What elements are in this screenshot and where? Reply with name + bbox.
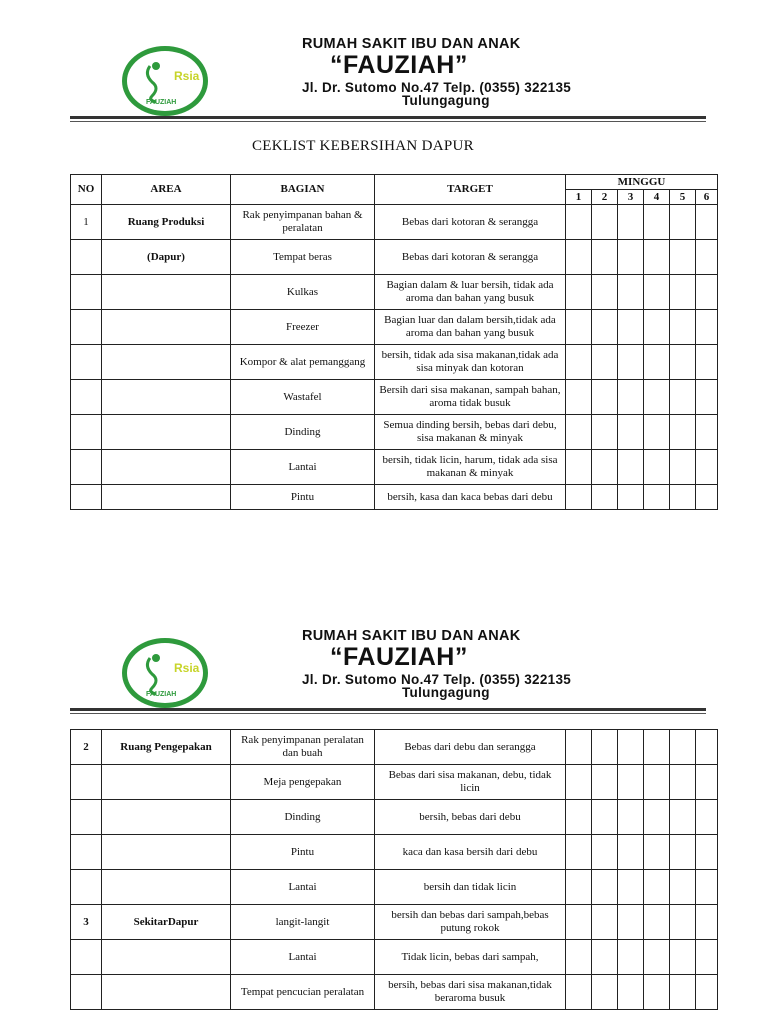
week-check-cell[interactable] <box>644 940 670 975</box>
week-check-cell[interactable] <box>644 205 670 240</box>
cell-target: bersih, tidak ada sisa makanan,tidak ada sisa minyak dan kotoran <box>375 345 566 380</box>
cell-no <box>71 450 102 485</box>
cell-no <box>71 940 102 975</box>
table-row <box>71 870 718 905</box>
cell-bagian: Tempat beras <box>231 240 375 275</box>
week-check-cell[interactable] <box>670 450 696 485</box>
week-check-cell[interactable] <box>592 205 618 240</box>
cell-target: Bersih dari sisa makanan, sampah bahan, aroma tidak busuk <box>375 380 566 415</box>
cell-area <box>102 275 231 310</box>
cell-bagian: Meja pengepakan <box>231 765 375 800</box>
week-check-cell[interactable] <box>618 345 644 380</box>
table-row <box>71 240 718 275</box>
document-title: CEKLIST KEBERSIHAN DAPUR <box>252 138 474 154</box>
week-check-cell[interactable] <box>592 485 618 510</box>
week-check-cell[interactable] <box>644 240 670 275</box>
week-check-cell[interactable] <box>618 205 644 240</box>
cell-target: Semua dinding bersih, bebas dari debu, sisa makanan & minyak <box>375 415 566 450</box>
week-check-cell[interactable] <box>618 975 644 1010</box>
divider <box>70 713 706 714</box>
cell-target: Bebas dari debu dan serangga <box>375 730 566 765</box>
week-check-cell[interactable] <box>592 975 618 1010</box>
cell-area <box>102 765 231 800</box>
header-bagian: BAGIAN <box>231 175 375 205</box>
week-check-cell[interactable] <box>670 870 696 905</box>
week-check-cell[interactable] <box>644 345 670 380</box>
week-check-cell[interactable] <box>592 765 618 800</box>
week-check-cell[interactable] <box>696 730 718 765</box>
table-row <box>71 730 718 765</box>
week-check-cell[interactable] <box>566 800 592 835</box>
cell-no <box>71 275 102 310</box>
header-target: TARGET <box>375 175 566 205</box>
cell-no <box>71 485 102 510</box>
cell-area <box>102 975 231 1010</box>
week-check-cell[interactable] <box>696 905 718 940</box>
week-check-cell[interactable] <box>670 380 696 415</box>
week-check-cell[interactable] <box>618 835 644 870</box>
table-row <box>71 835 718 870</box>
table-row <box>71 380 718 415</box>
cell-target: Tidak licin, bebas dari sampah, <box>375 940 566 975</box>
cell-bagian: Rak penyimpanan peralatan dan buah <box>231 730 375 765</box>
week-check-cell[interactable] <box>618 380 644 415</box>
cell-no <box>71 415 102 450</box>
week-check-cell[interactable] <box>696 800 718 835</box>
cell-bagian: langit-langit <box>231 905 375 940</box>
table-2-body <box>71 730 718 1010</box>
week-check-cell[interactable] <box>696 240 718 275</box>
week-check-cell[interactable] <box>618 940 644 975</box>
week-check-cell[interactable] <box>592 800 618 835</box>
week-check-cell[interactable] <box>644 800 670 835</box>
cell-target: bersih, bebas dari sisa makanan,tidak beraroma busuk <box>375 975 566 1010</box>
cell-target: bersih dan bebas dari sampah,bebas putung rokok <box>375 905 566 940</box>
week-check-cell[interactable] <box>644 485 670 510</box>
week-check-cell[interactable] <box>592 345 618 380</box>
hospital-city: Tulungagung <box>402 93 490 108</box>
week-check-cell[interactable] <box>566 310 592 345</box>
week-check-cell[interactable] <box>670 240 696 275</box>
week-check-cell[interactable] <box>592 835 618 870</box>
week-check-cell[interactable] <box>696 940 718 975</box>
hospital-address: Jl. Dr. Sutomo No.47 Telp. (0355) 322135 <box>302 80 572 95</box>
week-check-cell[interactable] <box>618 765 644 800</box>
cell-target: kaca dan kasa bersih dari debu <box>375 835 566 870</box>
week-check-cell[interactable] <box>592 275 618 310</box>
week-check-cell[interactable] <box>618 450 644 485</box>
cell-area: SekitarDapur <box>102 905 231 940</box>
week-check-cell[interactable] <box>696 205 718 240</box>
cell-area <box>102 800 231 835</box>
week-check-cell[interactable] <box>566 345 592 380</box>
week-check-cell[interactable] <box>696 450 718 485</box>
cell-target: Bebas dari sisa makanan, debu, tidak licin <box>375 765 566 800</box>
hospital-city: Tulungagung <box>402 685 490 700</box>
cell-no <box>71 240 102 275</box>
cell-area <box>102 345 231 380</box>
table-row <box>71 310 718 345</box>
cell-bagian: Pintu <box>231 835 375 870</box>
week-check-cell[interactable] <box>696 275 718 310</box>
hospital-brand: “FAUZIAH” <box>330 51 468 79</box>
cell-area <box>102 310 231 345</box>
week-check-cell[interactable] <box>592 415 618 450</box>
cell-bagian: Lantai <box>231 870 375 905</box>
cell-bagian: Kulkas <box>231 275 375 310</box>
week-check-cell[interactable] <box>618 240 644 275</box>
cell-target: bersih, kasa dan kaca bebas dari debu <box>375 485 566 510</box>
cell-area <box>102 835 231 870</box>
week-check-cell[interactable] <box>696 870 718 905</box>
week-check-cell[interactable] <box>670 275 696 310</box>
week-check-cell[interactable] <box>566 870 592 905</box>
cell-bagian: Wastafel <box>231 380 375 415</box>
week-check-cell[interactable] <box>644 870 670 905</box>
week-check-cell[interactable] <box>670 310 696 345</box>
table-row <box>71 905 718 940</box>
week-check-cell[interactable] <box>566 730 592 765</box>
hospital-brand: “FAUZIAH” <box>330 643 468 671</box>
week-check-cell[interactable] <box>670 765 696 800</box>
letterhead <box>70 628 706 716</box>
table-row <box>71 975 718 1010</box>
header-no: NO <box>71 175 102 205</box>
week-check-cell[interactable] <box>592 380 618 415</box>
week-check-cell[interactable] <box>670 485 696 510</box>
week-check-cell[interactable] <box>566 975 592 1010</box>
week-check-cell[interactable] <box>670 415 696 450</box>
week-check-cell[interactable] <box>696 415 718 450</box>
table-row <box>71 205 718 240</box>
week-check-cell[interactable] <box>566 485 592 510</box>
week-check-cell[interactable] <box>618 485 644 510</box>
cell-target: Bebas dari kotoran & serangga <box>375 205 566 240</box>
cell-area: Ruang Pengepakan <box>102 730 231 765</box>
svg-text:FAUZIAH: FAUZIAH <box>146 99 177 106</box>
table-row <box>71 800 718 835</box>
week-check-cell[interactable] <box>696 765 718 800</box>
week-check-cell[interactable] <box>644 415 670 450</box>
week-check-cell[interactable] <box>618 905 644 940</box>
cell-bagian: Freezer <box>231 310 375 345</box>
cell-area <box>102 415 231 450</box>
cell-bagian: Dinding <box>231 415 375 450</box>
week-check-cell[interactable] <box>592 940 618 975</box>
week-check-cell[interactable] <box>644 905 670 940</box>
week-check-cell[interactable] <box>644 765 670 800</box>
week-check-cell[interactable] <box>670 730 696 765</box>
week-check-cell[interactable] <box>618 730 644 765</box>
week-check-cell[interactable] <box>670 205 696 240</box>
week-check-cell[interactable] <box>566 940 592 975</box>
week-check-cell[interactable] <box>670 835 696 870</box>
week-check-cell[interactable] <box>644 380 670 415</box>
table-row <box>71 940 718 975</box>
week-check-cell[interactable] <box>644 730 670 765</box>
cell-target: bersih dan tidak licin <box>375 870 566 905</box>
week-check-cell[interactable] <box>670 345 696 380</box>
week-check-cell[interactable] <box>644 275 670 310</box>
table-1-body <box>71 205 718 510</box>
cell-area <box>102 870 231 905</box>
cell-no: 3 <box>71 905 102 940</box>
cell-no <box>71 765 102 800</box>
cell-target: bersih, tidak licin, harum, tidak ada sisa makanan & minyak <box>375 450 566 485</box>
week-check-cell[interactable] <box>618 310 644 345</box>
week-check-cell[interactable] <box>644 835 670 870</box>
week-check-cell[interactable] <box>566 415 592 450</box>
cell-bagian: Lantai <box>231 450 375 485</box>
week-check-cell[interactable] <box>670 940 696 975</box>
cell-area <box>102 380 231 415</box>
week-check-cell[interactable] <box>566 380 592 415</box>
cell-no <box>71 380 102 415</box>
cell-bagian: Tempat pencucian peralatan <box>231 975 375 1010</box>
week-check-cell[interactable] <box>566 450 592 485</box>
week-check-cell[interactable] <box>592 450 618 485</box>
cell-bagian: Lantai <box>231 940 375 975</box>
week-check-cell[interactable] <box>592 310 618 345</box>
week-check-cell[interactable] <box>670 800 696 835</box>
header-week: 3 <box>618 190 644 205</box>
week-check-cell[interactable] <box>566 240 592 275</box>
week-check-cell[interactable] <box>696 345 718 380</box>
hospital-address: Jl. Dr. Sutomo No.47 Telp. (0355) 322135 <box>302 672 572 687</box>
week-check-cell[interactable] <box>670 905 696 940</box>
week-check-cell[interactable] <box>566 205 592 240</box>
table-row <box>71 275 718 310</box>
hospital-logo-icon <box>120 636 210 710</box>
week-check-cell[interactable] <box>670 975 696 1010</box>
cell-no: 1 <box>71 205 102 240</box>
table-row <box>71 765 718 800</box>
week-check-cell[interactable] <box>566 765 592 800</box>
week-check-cell[interactable] <box>592 240 618 275</box>
hospital-name: RUMAH SAKIT IBU DAN ANAK <box>302 628 521 644</box>
checklist-table-1 <box>70 174 718 510</box>
week-check-cell[interactable] <box>618 870 644 905</box>
hospital-name: RUMAH SAKIT IBU DAN ANAK <box>302 36 521 52</box>
cell-area: (Dapur) <box>102 240 231 275</box>
cell-target: Bagian dalam & luar bersih, tidak ada aroma dan bahan yang busuk <box>375 275 566 310</box>
divider <box>70 116 706 119</box>
cell-no <box>71 975 102 1010</box>
week-check-cell[interactable] <box>566 835 592 870</box>
table-row <box>71 415 718 450</box>
divider <box>70 121 706 122</box>
cell-no <box>71 870 102 905</box>
cell-no <box>71 345 102 380</box>
hospital-logo-icon <box>120 44 210 118</box>
checklist-table-2 <box>70 729 718 1010</box>
cell-no: 2 <box>71 730 102 765</box>
week-check-cell[interactable] <box>644 310 670 345</box>
week-check-cell[interactable] <box>592 870 618 905</box>
header-week: 2 <box>592 190 618 205</box>
svg-text:Rsia: Rsia <box>174 661 200 675</box>
header-area: AREA <box>102 175 231 205</box>
letterhead <box>70 36 706 124</box>
cell-bagian: Rak penyimpanan bahan & peralatan <box>231 205 375 240</box>
week-check-cell[interactable] <box>566 275 592 310</box>
cell-bagian: Pintu <box>231 485 375 510</box>
cell-target: Bagian luar dan dalam bersih,tidak ada aroma dan bahan yang busuk <box>375 310 566 345</box>
table-row <box>71 450 718 485</box>
cell-area <box>102 940 231 975</box>
header-week: 4 <box>644 190 670 205</box>
cell-target: bersih, bebas dari debu <box>375 800 566 835</box>
week-check-cell[interactable] <box>644 975 670 1010</box>
svg-text:FAUZIAH: FAUZIAH <box>146 691 177 698</box>
cell-target: Bebas dari kotoran & serangga <box>375 240 566 275</box>
week-check-cell[interactable] <box>592 730 618 765</box>
table-row <box>71 345 718 380</box>
cell-no <box>71 835 102 870</box>
cell-no <box>71 800 102 835</box>
week-check-cell[interactable] <box>592 905 618 940</box>
header-week: 5 <box>670 190 696 205</box>
week-check-cell[interactable] <box>644 450 670 485</box>
header-minggu: MINGGU <box>566 175 718 190</box>
week-check-cell[interactable] <box>696 975 718 1010</box>
cell-bagian: Dinding <box>231 800 375 835</box>
cell-bagian: Kompor & alat pemanggang <box>231 345 375 380</box>
week-check-cell[interactable] <box>618 275 644 310</box>
week-check-cell[interactable] <box>566 905 592 940</box>
header-week: 6 <box>696 190 718 205</box>
week-check-cell[interactable] <box>618 415 644 450</box>
table-row <box>71 485 718 510</box>
week-check-cell[interactable] <box>696 485 718 510</box>
cell-area <box>102 450 231 485</box>
cell-area <box>102 485 231 510</box>
divider <box>70 708 706 711</box>
cell-area: Ruang Produksi <box>102 205 231 240</box>
header-week: 1 <box>566 190 592 205</box>
week-check-cell[interactable] <box>696 380 718 415</box>
cell-no <box>71 310 102 345</box>
week-check-cell[interactable] <box>618 800 644 835</box>
svg-text:Rsia: Rsia <box>174 69 200 83</box>
week-check-cell[interactable] <box>696 835 718 870</box>
week-check-cell[interactable] <box>696 310 718 345</box>
